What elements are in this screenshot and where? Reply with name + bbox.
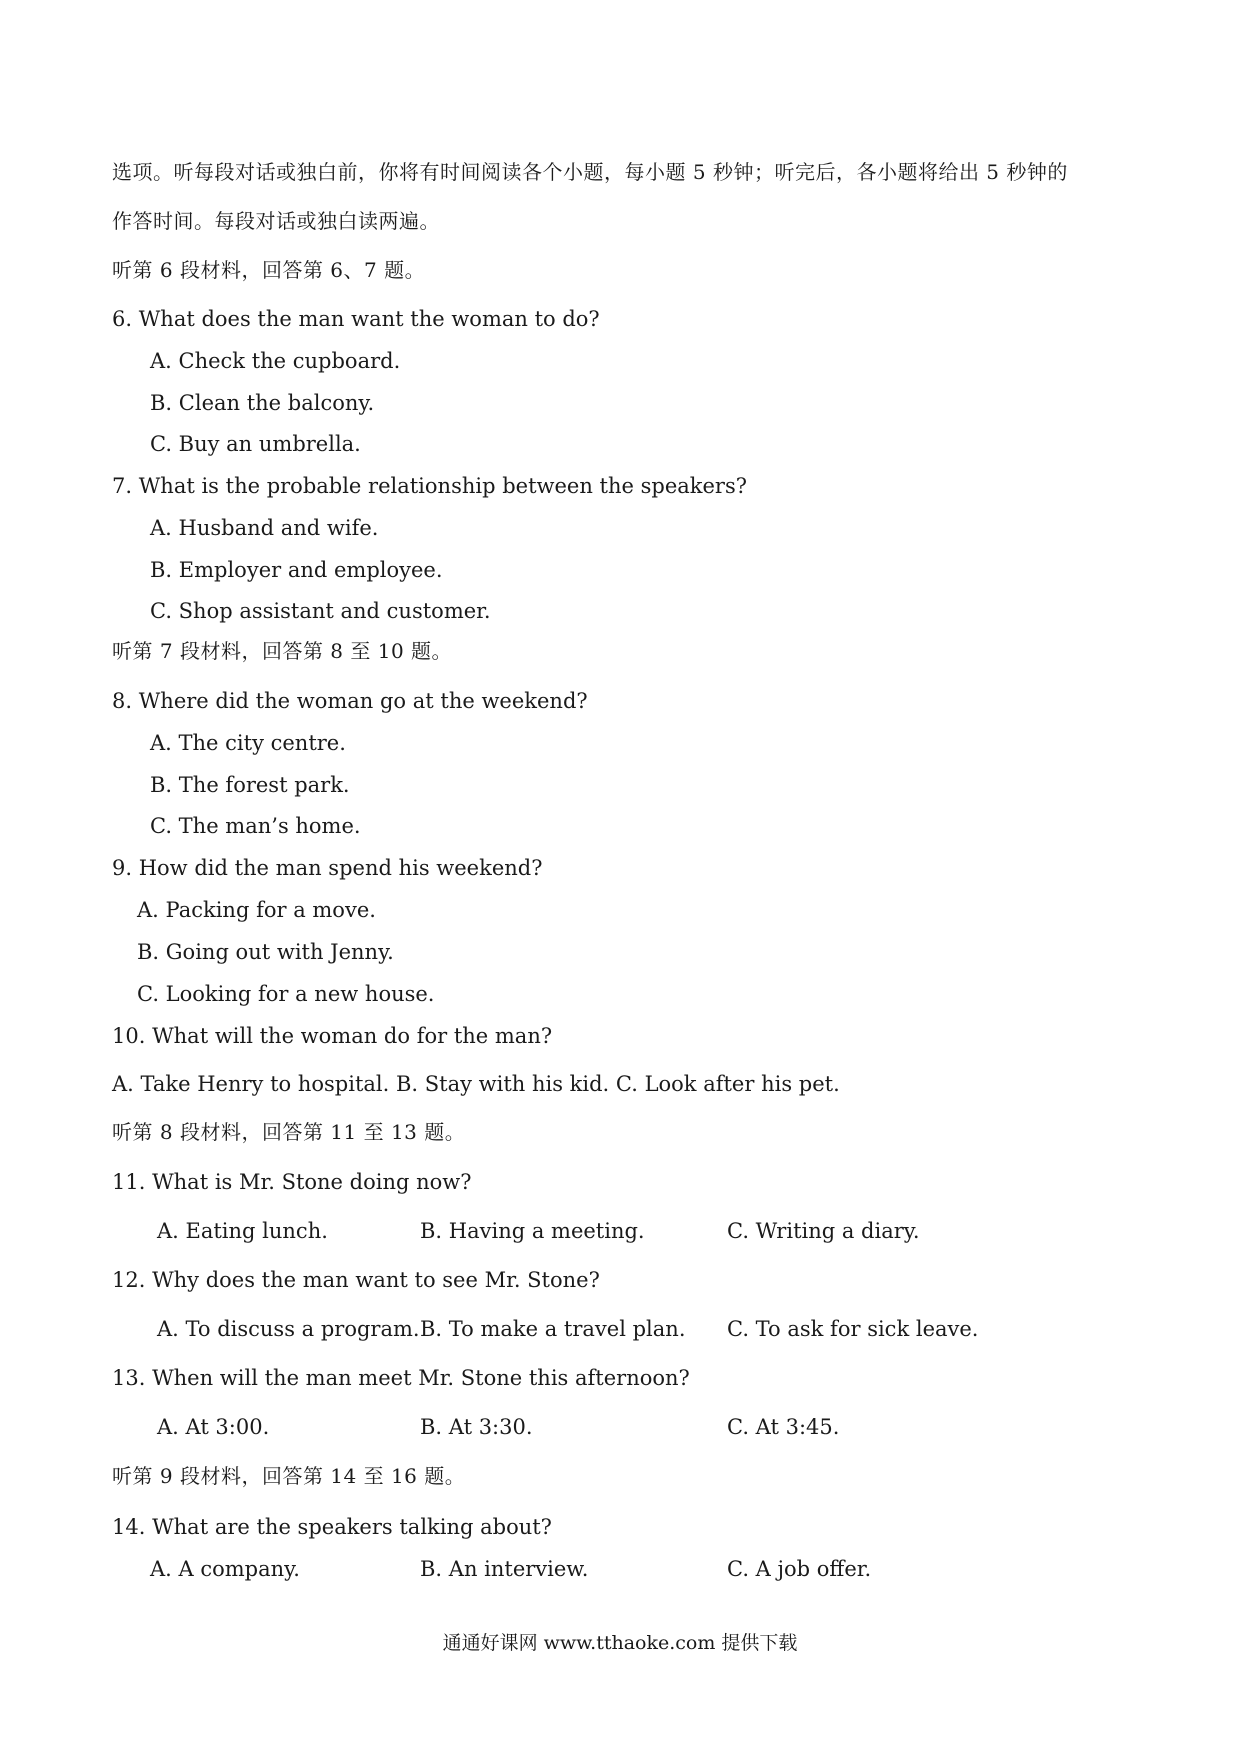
question-9-option-a: A. Packing for a move. bbox=[137, 898, 376, 922]
question-9-option-c: C. Looking for a new house. bbox=[137, 982, 435, 1006]
question-6-option-a: A. Check the cupboard. bbox=[150, 349, 401, 373]
question-8-option-a: A. The city centre. bbox=[150, 731, 346, 755]
question-13-option-b: B. At 3:30. bbox=[420, 1415, 533, 1439]
question-14-stem: 14. What are the speakers talking about? bbox=[112, 1515, 552, 1539]
question-9-option-b: B. Going out with Jenny. bbox=[137, 940, 394, 964]
question-8-stem: 8. Where did the woman go at the weekend? bbox=[112, 689, 588, 713]
question-12-stem: 12. Why does the man want to see Mr. Stone? bbox=[112, 1268, 600, 1292]
question-11-stem: 11. What is Mr. Stone doing now? bbox=[112, 1170, 472, 1194]
question-11-option-a: A. Eating lunch. bbox=[157, 1219, 328, 1243]
question-10-stem: 10. What will the woman do for the man? bbox=[112, 1024, 553, 1048]
section-heading-7: 听第 7 段材料，回答第 8 至 10 题。 bbox=[112, 639, 453, 663]
intro-line-2: 作答时间。每段对话或独白读两遍。 bbox=[112, 209, 440, 233]
question-12-option-a: A. To discuss a program. bbox=[157, 1317, 420, 1341]
question-6-stem: 6. What does the man want the woman to do? bbox=[112, 307, 600, 331]
question-8-option-b: B. The forest park. bbox=[150, 773, 350, 797]
question-11-option-c: C. Writing a diary. bbox=[727, 1219, 920, 1243]
question-10-options: A. Take Henry to hospital. B. Stay with his kid. C. Look after his pet. bbox=[112, 1072, 840, 1096]
question-7-option-a: A. Husband and wife. bbox=[150, 516, 379, 540]
question-9-stem: 9. How did the man spend his weekend? bbox=[112, 856, 543, 880]
question-7-stem: 7. What is the probable relationship between the speakers? bbox=[112, 474, 748, 498]
section-heading-9: 听第 9 段材料，回答第 14 至 16 题。 bbox=[112, 1464, 466, 1488]
question-14-option-a: A. A company. bbox=[150, 1557, 300, 1581]
question-11-option-b: B. Having a meeting. bbox=[420, 1219, 645, 1243]
section-heading-6: 听第 6 段材料，回答第 6、7 题。 bbox=[112, 258, 426, 282]
question-6-option-b: B. Clean the balcony. bbox=[150, 391, 375, 415]
question-12-option-c: C. To ask for sick leave. bbox=[727, 1317, 979, 1341]
page-footer: 通通好课网 www.tthaoke.com 提供下载 bbox=[442, 1632, 798, 1654]
intro-line-1: 选项。听每段对话或独白前，你将有时间阅读各个小题，每小题 5 秒钟；听完后，各小题将给出 5 秒钟的 bbox=[112, 160, 1068, 184]
section-heading-8: 听第 8 段材料，回答第 11 至 13 题。 bbox=[112, 1120, 466, 1144]
question-14-option-c: C. A job offer. bbox=[727, 1557, 872, 1581]
question-7-option-c: C. Shop assistant and customer. bbox=[150, 599, 491, 623]
question-13-stem: 13. When will the man meet Mr. Stone this afternoon? bbox=[112, 1366, 690, 1390]
question-12-option-b: B. To make a travel plan. bbox=[420, 1317, 686, 1341]
question-13-option-a: A. At 3:00. bbox=[157, 1415, 270, 1439]
question-13-option-c: C. At 3:45. bbox=[727, 1415, 840, 1439]
question-8-option-c: C. The man’s home. bbox=[150, 814, 361, 838]
question-7-option-b: B. Employer and employee. bbox=[150, 558, 443, 582]
question-14-option-b: B. An interview. bbox=[420, 1557, 589, 1581]
question-6-option-c: C. Buy an umbrella. bbox=[150, 432, 361, 456]
